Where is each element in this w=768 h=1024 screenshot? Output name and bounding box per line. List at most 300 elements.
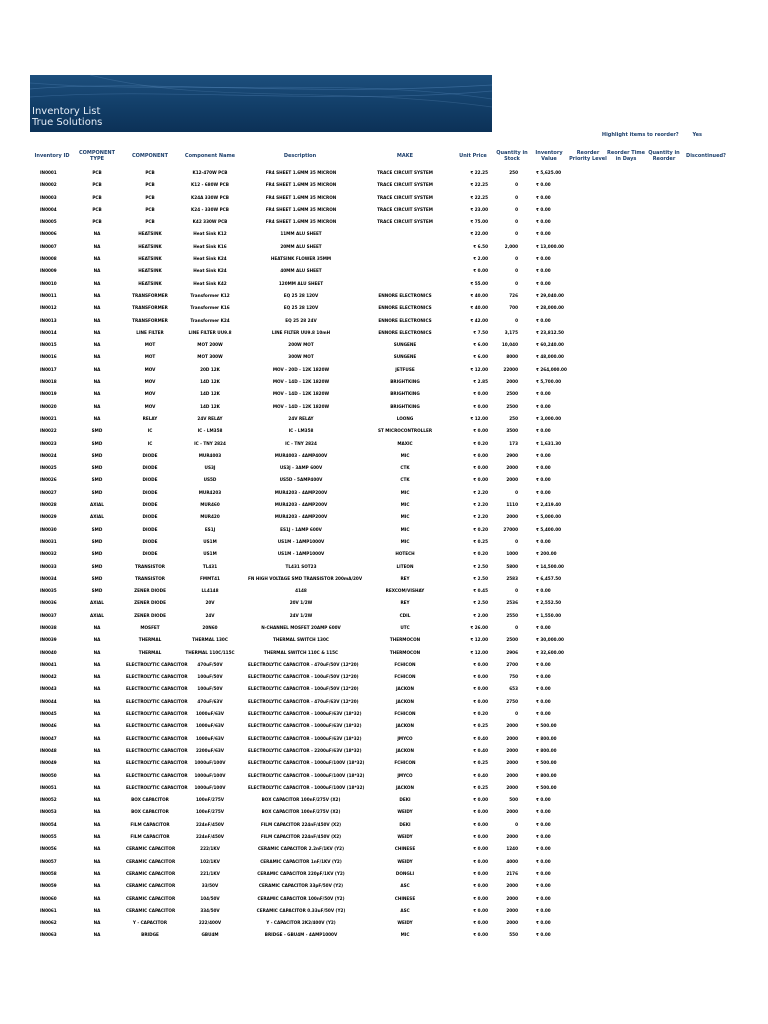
cell-id: IN0036 (40, 600, 57, 606)
table-row[interactable] (0, 303, 768, 315)
cell-description: LINE FILTER UU9.8 10mH (271, 329, 331, 335)
cell-quantity: 10,040 (501, 342, 518, 348)
table-row[interactable] (0, 918, 768, 930)
cell-make: FCHICON (394, 674, 416, 680)
cell-component: PCB (145, 206, 155, 212)
table-row[interactable] (0, 193, 768, 205)
cell-quantity: 2000 (506, 883, 518, 889)
table-row[interactable] (0, 340, 768, 352)
cell-inventory-value: ₹ 2,552.50 (536, 600, 562, 606)
col-component-type[interactable]: COMPONENT TYPE (78, 150, 115, 162)
cell-component-name: Heat Sink K24 (193, 268, 227, 274)
cell-component-name: Heat Sink K42 (193, 280, 227, 286)
table-row[interactable] (0, 180, 768, 192)
table-row[interactable] (0, 365, 768, 377)
cell-description: 20MM ALU SHEET (280, 243, 322, 249)
cell-description: ELECTROLYTIC CAPACITOR - 1000uF/63V (18*32) (248, 723, 362, 729)
cell-component-name: THERMAL 130C (192, 637, 228, 643)
cell-component: LINE FILTER (136, 329, 164, 335)
cell-description: FR4 SHEET 1.6MM 35 MICRON (265, 170, 337, 175)
table-row[interactable] (0, 734, 768, 746)
cell-quantity: 2000 (506, 760, 518, 766)
cell-quantity: 4000 (506, 858, 518, 864)
table-row[interactable] (0, 721, 768, 733)
cell-make: ASC (400, 907, 410, 913)
cell-unit-price: ₹ 0.00 (473, 391, 488, 397)
cell-component-name: 334/50V (200, 907, 220, 913)
page-subtitle: True Solutions (32, 117, 103, 128)
cell-inventory-value: ₹ 0.00 (536, 280, 551, 286)
cell-component-name: ES1J (204, 526, 216, 532)
cell-unit-price: ₹ 2.20 (473, 489, 488, 495)
cell-component-name: MOT 300W (197, 354, 223, 360)
cell-component-name: 33/50V (201, 883, 219, 889)
col-unit-price[interactable]: Unit Price (459, 153, 487, 159)
table-row[interactable] (0, 758, 768, 770)
cell-unit-price: ₹ 0.00 (473, 698, 488, 704)
cell-id: IN0002 (40, 182, 57, 188)
cell-quantity: 500 (509, 797, 518, 803)
cell-description: CERAMIC CAPACITOR 0.33uF/50V (Y2) (256, 907, 346, 913)
table-row[interactable] (0, 648, 768, 660)
table-row[interactable] (0, 906, 768, 918)
cell-component-name: 2200uF/63V (195, 747, 225, 753)
cell-unit-price: ₹ 0.00 (473, 907, 488, 913)
cell-unit-price: ₹ 40.00 (470, 292, 488, 298)
table-row[interactable] (0, 881, 768, 893)
cell-component-name: Heat Sink K12 (193, 231, 227, 237)
col-reorder-time[interactable]: Reorder Time in Days (606, 150, 646, 162)
cell-quantity: 2,000 (504, 243, 518, 249)
table-row[interactable] (0, 254, 768, 266)
table-row[interactable] (0, 574, 768, 586)
cell-component-name: 100nF/275V (195, 797, 225, 803)
cell-inventory-value: ₹ 0.00 (536, 206, 551, 212)
cell-unit-price: ₹ 0.00 (473, 920, 488, 926)
cell-component: DIODE (142, 551, 158, 557)
table-row[interactable] (0, 451, 768, 463)
cell-inventory-value: ₹ 0.00 (536, 256, 551, 262)
cell-component-type: PCB (92, 219, 102, 225)
cell-component-name: US5D (203, 477, 217, 483)
cell-quantity: 2700 (506, 661, 518, 667)
table-row[interactable] (0, 746, 768, 758)
cell-description: IC - TNY 2824 (285, 440, 317, 446)
cell-component-name: 470uF/63V (197, 698, 223, 704)
cell-unit-price: ₹ 22.25 (470, 182, 488, 188)
cell-component-type: SMD (91, 440, 103, 446)
cell-component-name: MUR460 (200, 502, 220, 508)
cell-quantity: 2000 (506, 809, 518, 815)
table-row[interactable] (0, 537, 768, 549)
cell-component-type: SMD (91, 538, 103, 544)
cell-inventory-value: ₹ 6,457.50 (536, 575, 562, 581)
cell-description: THERMAL SWITCH 130C (273, 637, 329, 643)
cell-component-type: SMD (91, 428, 103, 434)
cell-make: TRACE CIRCUIT SYSTEM (377, 194, 433, 200)
cell-component: DIODE (142, 452, 158, 458)
table-row[interactable] (0, 463, 768, 475)
table-row[interactable] (0, 783, 768, 795)
cell-component-type: NA (93, 698, 101, 704)
cell-make: MIC (400, 502, 410, 508)
cell-id: IN0053 (40, 809, 57, 815)
cell-inventory-value: ₹ 0.00 (536, 489, 551, 495)
cell-quantity: 0 (515, 280, 518, 286)
cell-inventory-value: ₹ 0.00 (536, 920, 551, 926)
cell-description: CERAMIC CAPACITOR 100nF/50V (Y2) (257, 895, 345, 901)
cell-inventory-value: ₹ 13,000.00 (536, 243, 564, 249)
cell-unit-price: ₹ 2.00 (473, 256, 488, 262)
table-row[interactable] (0, 242, 768, 254)
cell-make: MIC (400, 489, 410, 495)
col-inventory-value[interactable]: Inventory Value (535, 150, 563, 162)
cell-quantity: 0 (515, 711, 518, 717)
table-row[interactable] (0, 857, 768, 869)
cell-quantity: 0 (515, 219, 518, 225)
cell-quantity: 3500 (506, 428, 518, 434)
cell-inventory-value: ₹ 1,631.30 (536, 440, 562, 446)
cell-quantity: 0 (515, 821, 518, 827)
cell-component-name: MUR4203 (198, 489, 222, 495)
cell-quantity: 0 (515, 588, 518, 594)
cell-description: FILM CAPACITOR 224nF/450V (X2) (260, 834, 342, 840)
cell-quantity: 2176 (506, 870, 518, 876)
table-row[interactable] (0, 439, 768, 451)
cell-component-type: SMD (91, 477, 103, 483)
cell-component-type: NA (93, 391, 101, 397)
cell-component: CERAMIC CAPACITOR (126, 895, 176, 901)
cell-component-type: AXIAL (90, 514, 104, 520)
table-row[interactable] (0, 205, 768, 217)
cell-make: CHINESE (394, 846, 416, 852)
cell-component: ZENER DIODE (134, 588, 166, 594)
cell-unit-price: ₹ 0.20 (473, 440, 488, 446)
cell-inventory-value: ₹ 0.00 (536, 907, 551, 913)
cell-quantity: 2550 (506, 612, 518, 618)
cell-make: CHINESE (394, 895, 416, 901)
col-component[interactable]: COMPONENT (131, 153, 168, 159)
cell-unit-price: ₹ 2.50 (473, 600, 488, 606)
cell-unit-price: ₹ 2.50 (473, 575, 488, 581)
cell-component-type: NA (93, 711, 101, 717)
cell-component-type: NA (93, 342, 101, 348)
table-row[interactable] (0, 229, 768, 241)
table-row[interactable] (0, 562, 768, 574)
cell-id: IN0040 (40, 649, 57, 655)
cell-quantity: 2536 (506, 600, 518, 606)
cell-description: THERMAL SWITCH 110C & 115C (263, 649, 339, 655)
cell-quantity: 2000 (506, 465, 518, 471)
cell-component: PCB (145, 194, 155, 200)
table-row[interactable] (0, 598, 768, 610)
cell-component: DIODE (142, 514, 158, 520)
cell-description: US5D - 5AMP400V (279, 477, 323, 483)
cell-make: SUNGENE (393, 342, 417, 348)
cell-component: RELAY (142, 415, 158, 421)
cell-description: ELECTROLYTIC CAPACITOR - 1000uF/100V (18*32) (248, 784, 365, 790)
table-row[interactable] (0, 586, 768, 598)
cell-inventory-value: ₹ 0.00 (536, 883, 551, 889)
table-row[interactable] (0, 525, 768, 537)
cell-id: IN0027 (40, 489, 57, 495)
cell-component-name: IC - TNY 2824 (194, 440, 226, 446)
table-row[interactable] (0, 168, 768, 180)
table-row[interactable] (0, 426, 768, 438)
cell-quantity: 27000 (503, 526, 518, 532)
cell-component: CERAMIC CAPACITOR (126, 907, 176, 913)
table-row[interactable] (0, 512, 768, 524)
cell-id: IN0003 (40, 194, 57, 200)
table-row[interactable] (0, 611, 768, 623)
cell-component: ZENER DIODE (134, 600, 166, 606)
cell-description: 24V 1/2W (289, 612, 313, 618)
table-row[interactable] (0, 709, 768, 721)
cell-make: MIC (400, 932, 410, 938)
cell-id: IN0039 (40, 637, 57, 643)
cell-component-type: NA (93, 846, 101, 852)
cell-inventory-value: ₹ 0.00 (536, 428, 551, 434)
cell-inventory-value: ₹ 0.00 (536, 403, 551, 409)
cell-inventory-value: ₹ 0.00 (536, 624, 551, 630)
cell-quantity: 2000 (506, 895, 518, 901)
cell-id: IN0055 (40, 834, 57, 840)
cell-component: TRANSFORMER (132, 305, 168, 311)
cell-description: ELECTROLYTIC CAPACITOR - 1000uF/63V (18*32) (248, 711, 362, 717)
table-row[interactable] (0, 623, 768, 635)
cell-id: IN0001 (40, 170, 57, 175)
cell-inventory-value: ₹ 200.00 (536, 551, 557, 557)
col-discontinued[interactable]: Discontinued? (686, 153, 726, 159)
cell-quantity: 2500 (506, 403, 518, 409)
cell-component: HEATSINK (138, 256, 162, 262)
table-row[interactable] (0, 930, 768, 942)
cell-description: MOV - 20D - 12K 1820W (272, 366, 330, 372)
cell-make: DEKI (399, 797, 411, 803)
cell-make: SUNGENE (393, 354, 417, 360)
table-row[interactable] (0, 352, 768, 364)
cell-unit-price: ₹ 2.85 (473, 379, 488, 385)
table-row[interactable] (0, 279, 768, 291)
cell-component: BOX CAPACITOR (131, 797, 169, 803)
cell-component: TRANSFORMER (132, 292, 168, 298)
cell-component: DIODE (142, 489, 158, 495)
cell-unit-price: ₹ 42.00 (470, 317, 488, 323)
cell-description: ELECTROLYTIC CAPACITOR - 470uF/63V (12*20) (248, 698, 359, 704)
cell-description: N-CHANNEL MOSFET 20AMP 600V (261, 624, 341, 630)
table-row[interactable] (0, 500, 768, 512)
cell-unit-price: ₹ 0.40 (473, 735, 488, 741)
cell-id: IN0033 (40, 563, 57, 569)
cell-id: IN0011 (40, 292, 57, 298)
cell-description: Y - CAPACITOR 2K2/400V (Y2) (266, 920, 336, 926)
table-row[interactable] (0, 635, 768, 647)
cell-make: TRACE CIRCUIT SYSTEM (377, 170, 433, 175)
cell-component-name: K24 - 330W PCB (191, 206, 229, 212)
table-row[interactable] (0, 402, 768, 414)
table-row[interactable] (0, 844, 768, 856)
cell-inventory-value: ₹ 48,000.00 (536, 354, 564, 360)
cell-component-type: SMD (91, 489, 103, 495)
cell-unit-price: ₹ 0.00 (473, 834, 488, 840)
cell-component-name: 1000uF/63V (195, 735, 225, 741)
cell-component-type: SMD (91, 465, 103, 471)
cell-component: ELECTROLYTIC CAPACITOR (126, 772, 188, 778)
table-row[interactable] (0, 660, 768, 672)
cell-quantity: 550 (509, 932, 518, 938)
cell-inventory-value: ₹ 28,000.00 (536, 305, 564, 311)
cell-description: EQ 25 28 24V (285, 317, 317, 323)
cell-description: ELECTROLYTIC CAPACITOR - 1000uF/100V (18*32) (248, 760, 365, 766)
table-row[interactable] (0, 697, 768, 709)
table-row[interactable] (0, 291, 768, 303)
table-row[interactable] (0, 820, 768, 832)
table-row[interactable] (0, 328, 768, 340)
cell-unit-price: ₹ 0.00 (473, 661, 488, 667)
cell-id: IN0022 (40, 428, 57, 434)
cell-quantity: 0 (515, 489, 518, 495)
highlight-label: Highlight items to reorder? (601, 132, 679, 138)
cell-id: IN0059 (40, 883, 57, 889)
cell-make: FCHICON (394, 661, 416, 667)
cell-inventory-value: ₹ 0.00 (536, 219, 551, 225)
cell-component-name: 1000uF/100V (194, 784, 226, 790)
cell-inventory-value: ₹ 0.00 (536, 452, 551, 458)
cell-component-name: LINE FILTER UU9.8 (188, 329, 232, 335)
cell-id: IN0020 (40, 403, 57, 409)
cell-component-type: NA (93, 280, 101, 286)
cell-component-name: 222/1KV (200, 846, 220, 852)
cell-make: TRACE CIRCUIT SYSTEM (377, 182, 433, 188)
table-row[interactable] (0, 807, 768, 819)
cell-unit-price: ₹ 0.00 (473, 883, 488, 889)
col-make[interactable]: MAKE (396, 153, 414, 159)
cell-component-name: Transformer K12 (190, 292, 230, 298)
cell-description: US3J - 3AMP 600V (279, 465, 323, 471)
cell-inventory-value: ₹ 0.00 (536, 661, 551, 667)
cell-inventory-value: ₹ 0.00 (536, 194, 551, 200)
cell-component-type: NA (93, 403, 101, 409)
cell-inventory-value: ₹ 0.00 (536, 538, 551, 544)
cell-quantity: 2750 (506, 698, 518, 704)
cell-description: HEATSINK FLOWER 35MM (270, 256, 332, 262)
cell-component: MOV (144, 379, 156, 385)
table-row[interactable] (0, 549, 768, 561)
cell-quantity: 2583 (506, 575, 518, 581)
cell-component-type: NA (93, 883, 101, 889)
cell-component: ELECTROLYTIC CAPACITOR (126, 760, 188, 766)
cell-component: IC (147, 428, 153, 434)
cell-make: ENNORE ELECTRONICS (378, 305, 432, 311)
cell-description: US1M - 1AMP1000V (277, 551, 325, 557)
col-component-name[interactable]: Component Name (184, 153, 236, 159)
cell-unit-price: ₹ 0.25 (473, 538, 488, 544)
col-description[interactable]: Description (283, 153, 317, 159)
cell-component-type: SMD (91, 551, 103, 557)
cell-component: DIODE (142, 477, 158, 483)
cell-inventory-value: ₹ 5,700.00 (536, 379, 562, 385)
col-reorder-priority[interactable]: Reorder Priority Level (569, 150, 607, 162)
cell-unit-price: ₹ 12.00 (470, 415, 488, 421)
cell-id: IN0029 (40, 514, 57, 520)
cell-component-name: US3J (204, 465, 216, 471)
cell-id: IN0030 (40, 526, 57, 532)
cell-component-name: K42 330W PCB (192, 219, 228, 225)
table-row[interactable] (0, 217, 768, 229)
cell-unit-price: ₹ 0.00 (473, 821, 488, 827)
cell-inventory-value: ₹ 0.00 (536, 465, 551, 471)
cell-description: BOX CAPACITOR 100nF/275V (X2) (261, 809, 341, 815)
table-row[interactable] (0, 475, 768, 487)
table-row[interactable] (0, 771, 768, 783)
cell-component: PCB (145, 219, 155, 225)
cell-quantity: 0 (515, 268, 518, 274)
cell-component: IC (147, 440, 153, 446)
table-row[interactable] (0, 795, 768, 807)
cell-quantity: 653 (509, 686, 518, 692)
cell-component-type: NA (93, 256, 101, 262)
cell-inventory-value: ₹ 0.00 (536, 797, 551, 803)
cell-component: FILM CAPACITOR (130, 821, 170, 827)
cell-component-name: MOT 200W (197, 342, 223, 348)
cell-id: IN0026 (40, 477, 57, 483)
cell-id: IN0062 (40, 920, 57, 926)
cell-id: IN0021 (40, 415, 57, 421)
cell-component-name: TL431 (202, 563, 218, 569)
cell-id: IN0034 (40, 575, 57, 581)
cell-id: IN0015 (40, 342, 57, 348)
cell-unit-price: ₹ 0.00 (473, 477, 488, 483)
cell-component: DIODE (142, 526, 158, 532)
table-row[interactable] (0, 684, 768, 696)
table-row[interactable] (0, 832, 768, 844)
cell-quantity: 1240 (506, 846, 518, 852)
cell-component: ELECTROLYTIC CAPACITOR (126, 686, 188, 692)
table-row[interactable] (0, 488, 768, 500)
cell-make: BRIGHTKING (390, 403, 420, 409)
cell-inventory-value: ₹ 0.00 (536, 588, 551, 594)
table-row[interactable] (0, 316, 768, 328)
cell-component-name: 14D 12K (200, 391, 220, 397)
table-row[interactable] (0, 414, 768, 426)
highlight-value[interactable]: Yes (692, 132, 702, 138)
cell-component-name: 20V (205, 600, 215, 606)
table-row[interactable] (0, 389, 768, 401)
table-row[interactable] (0, 869, 768, 881)
table-row[interactable] (0, 377, 768, 389)
cell-quantity: 0 (515, 624, 518, 630)
cell-id: IN0042 (40, 674, 57, 680)
cell-component-name: GBU4M (201, 932, 219, 938)
cell-component-type: NA (93, 760, 101, 766)
cell-make: JMYCO (397, 735, 413, 741)
cell-description: ELECTROLYTIC CAPACITOR - 1000uF/100V (18*32) (248, 772, 365, 778)
cell-component-type: NA (93, 920, 101, 926)
cell-unit-price: ₹ 22.25 (470, 194, 488, 200)
cell-quantity: 250 (509, 415, 518, 421)
cell-inventory-value: ₹ 0.00 (536, 895, 551, 901)
col-inventory-id[interactable]: Inventory ID (34, 153, 70, 159)
col-quantity-in-stock[interactable]: Quantity in Stock (496, 150, 528, 162)
cell-unit-price: ₹ 0.00 (473, 268, 488, 274)
cell-component-name: 14D 12K (200, 403, 220, 409)
table-row[interactable] (0, 894, 768, 906)
cell-component-name: 100nF/275V (195, 809, 225, 815)
col-quantity-in-reorder[interactable]: Quantity in Reorder (648, 150, 680, 162)
table-row[interactable] (0, 672, 768, 684)
cell-component-name: K24A 330W PCB (191, 194, 229, 200)
table-row[interactable] (0, 266, 768, 278)
